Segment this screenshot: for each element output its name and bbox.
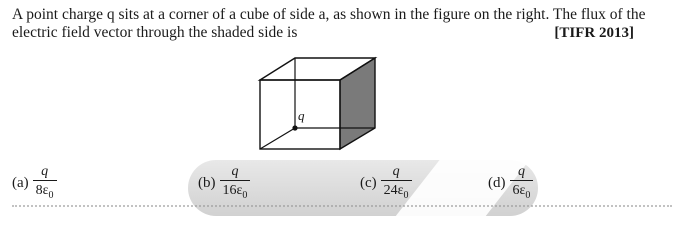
option-c-numerator: q [392,164,400,179]
point-charge-dot [292,125,297,130]
option-c-fraction [381,164,412,203]
option-d-label: (d) [488,174,506,191]
option-d-numerator: q [517,164,525,179]
fraction-bar [33,180,57,181]
back-diagonal-edge [260,128,295,149]
option-c-denominator: $24\varepsilon_0$ [383,183,409,201]
option-b-label: (b) [198,174,216,191]
fraction-bar [510,180,534,181]
option-a-fraction [33,164,57,203]
cube-figure [250,40,380,157]
option-a[interactable] [12,164,57,203]
option-b-fraction [220,164,251,203]
option-d-fraction [510,164,534,203]
fraction-bar [220,180,251,181]
question-text [12,6,672,42]
option-d[interactable] [488,164,533,203]
option-b[interactable] [198,164,250,203]
option-b-numerator: q [231,164,239,179]
option-a-label: (a) [12,174,29,191]
point-charge-label: q [298,108,305,123]
option-a-numerator: q [41,164,49,179]
option-b-denominator: $16\varepsilon_0$ [222,183,248,201]
option-a-denominator: $8\varepsilon_0$ [35,183,54,201]
question-line-2: electric field vector through the shaded side is [12,24,298,41]
fraction-bar [381,180,412,181]
option-c[interactable] [360,164,412,203]
cut-off-next-line [12,205,672,217]
option-d-denominator: $6\varepsilon_0$ [512,183,531,201]
option-c-label: (c) [360,174,377,191]
shaded-face [340,58,375,149]
cube-diagram [250,40,380,152]
exam-source-tag: [TIFR 2013] [554,25,634,41]
question-line-1: A point charge q sits at a corner of a cube of side a, as shown in the figure on the right. The flux of the [12,6,646,23]
